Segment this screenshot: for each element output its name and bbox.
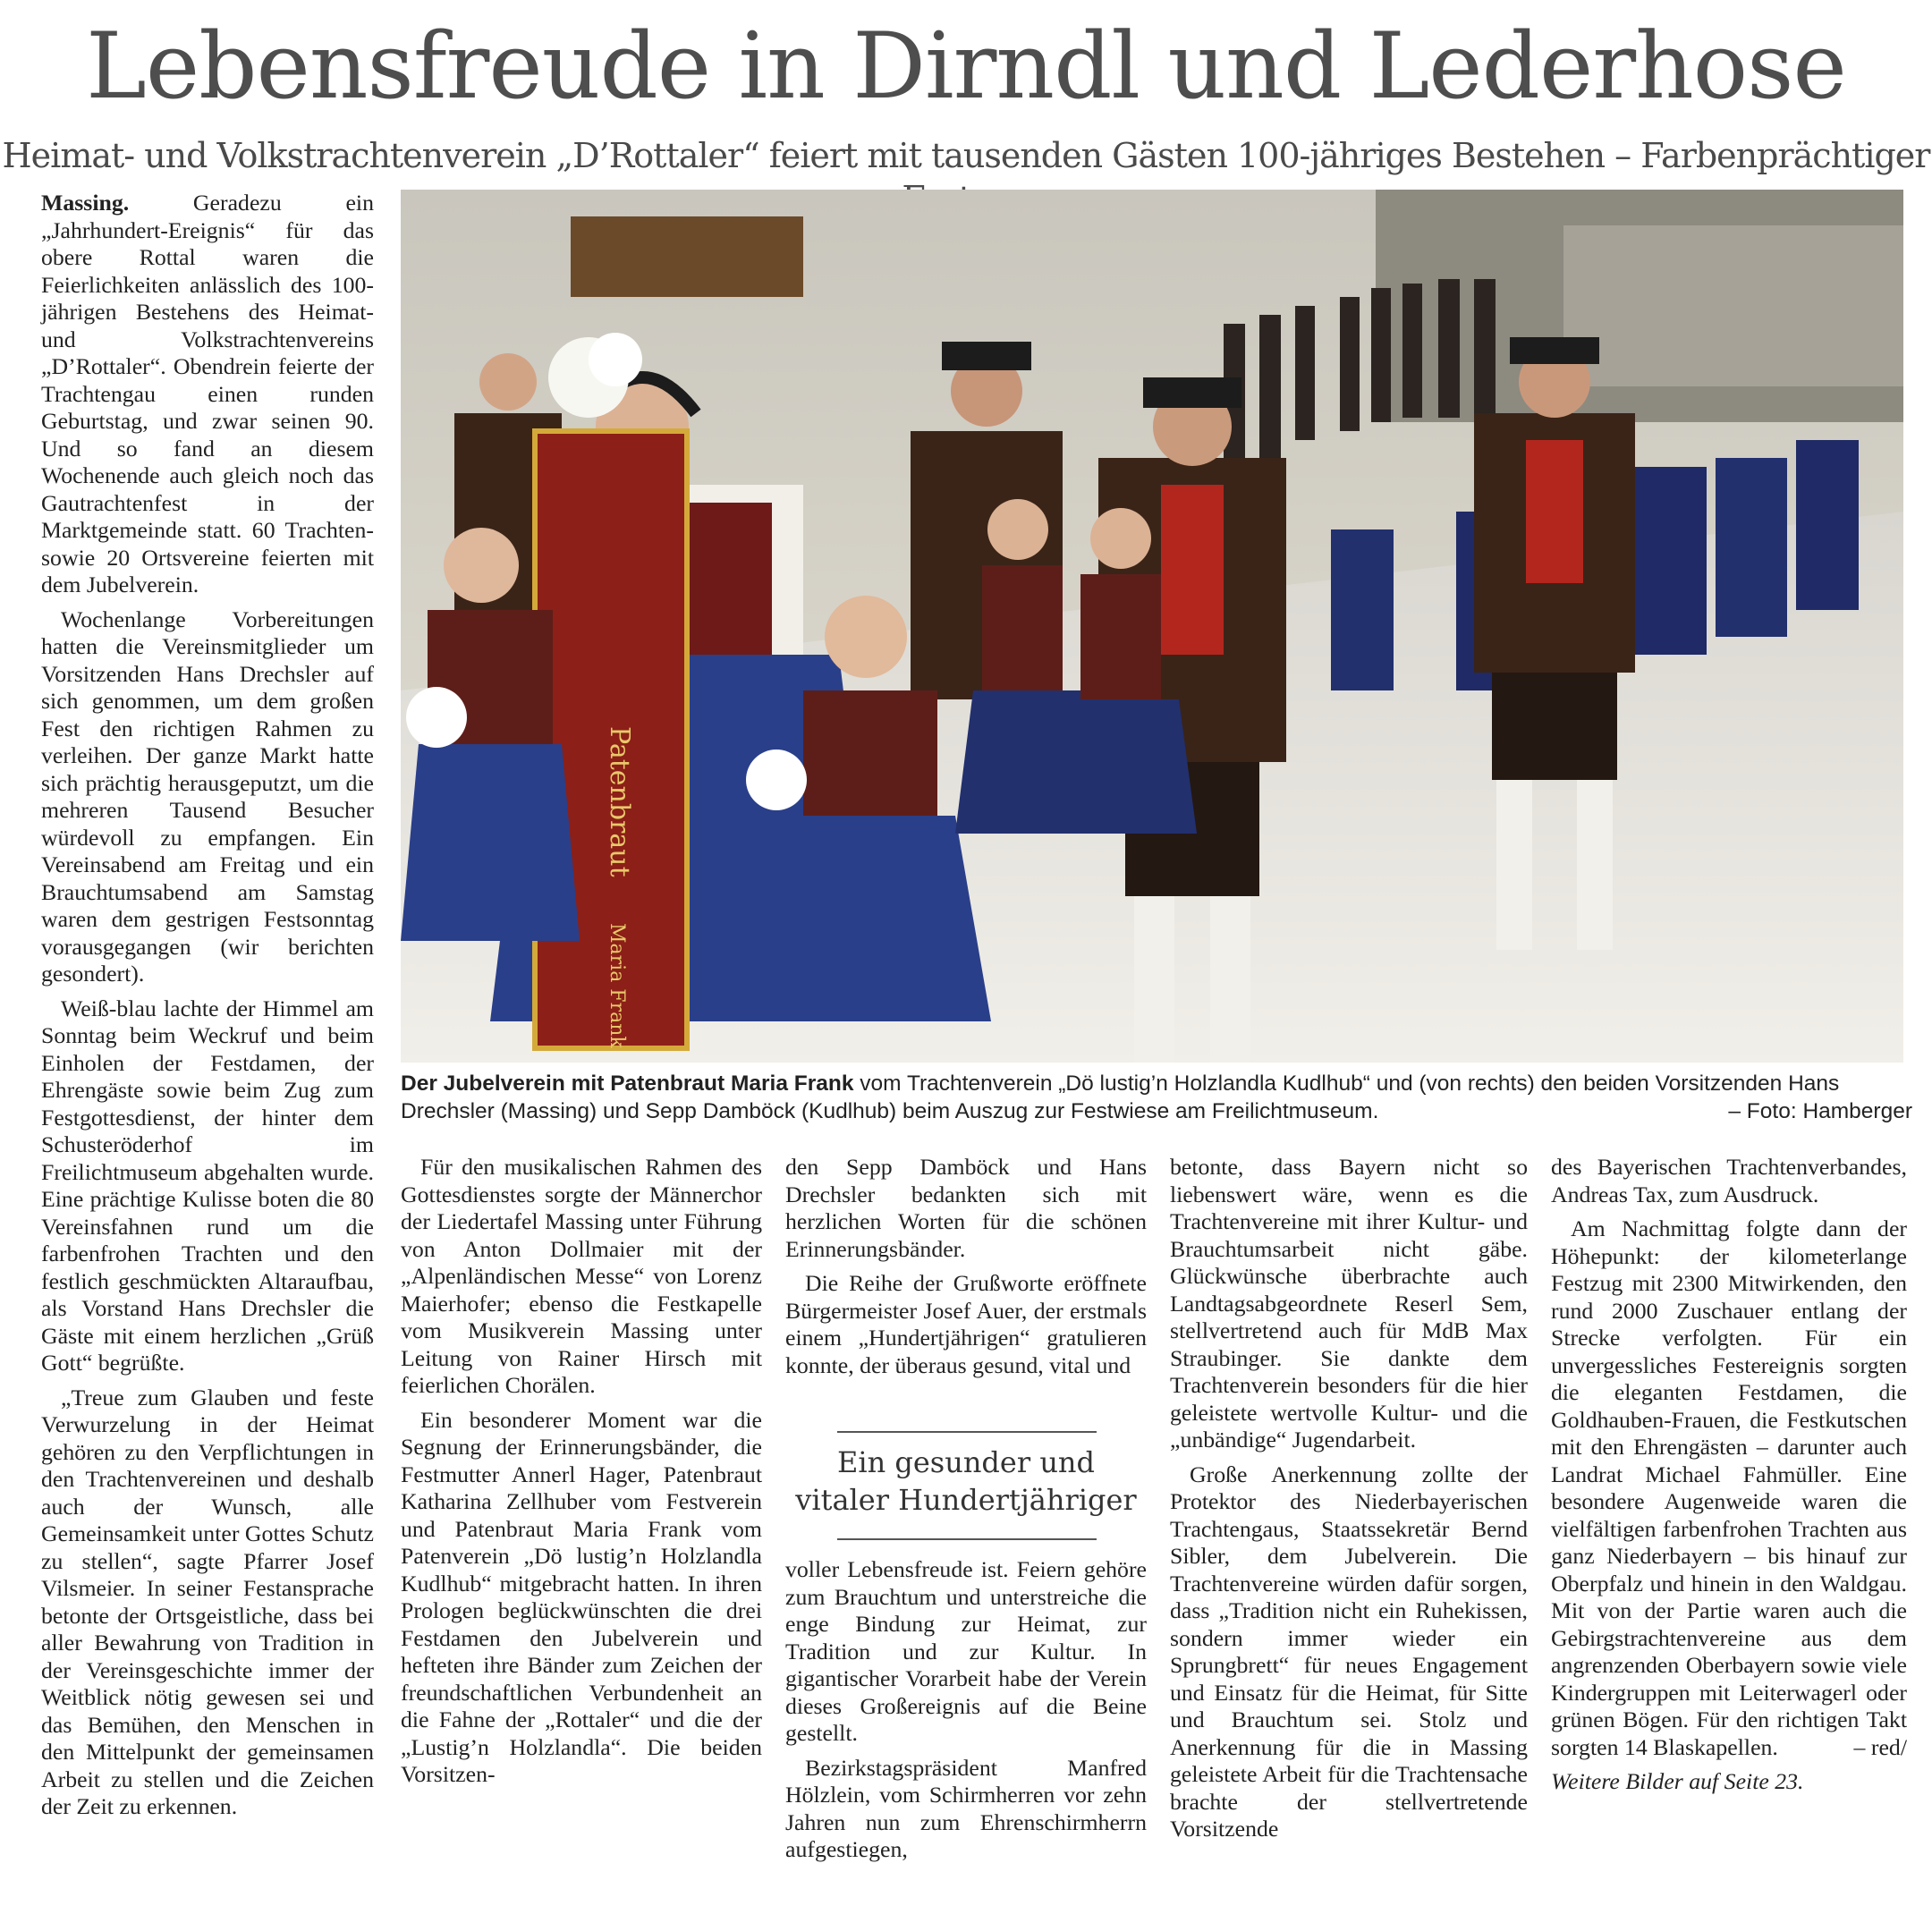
more-pictures-note: Weitere Bilder auf Seite 23.	[1551, 1768, 1804, 1794]
paragraph: Weiß-blau lachte der Himmel am Sonntag beim Weckruf und beim Einholen der Festdamen, der Ehrengäste sowie beim Zug zum Festgottesdienst, der hinter dem Schusteröderhof im Freilichtmuseum abgehalten wurde. Eine prächtige Kulisse boten die 80 Vereinsfahnen rund um die farbenfrohen Trachten und den festlich geschmückten Altaraufbau, als Vorstand Hans Drechsler die Gäste mit einem herzlichen „Grüß Gott“ begrüßte.	[41, 995, 374, 1376]
article-column-3-continued	[785, 1556, 1147, 1871]
paragraph	[1551, 1215, 1907, 1761]
photo-credit: – Foto: Hamberger	[1728, 1099, 1912, 1123]
paragraph: Bezirkstagspräsident Manfred Hölzlein, vom Schirmherren vor zehn Jahren nun zum Ehrenschirmherrn aufgestiegen,	[785, 1754, 1147, 1862]
interhead-rule-top	[837, 1431, 1097, 1433]
author-signature: – red/	[1853, 1733, 1907, 1760]
banner-label: Patenbraut	[604, 726, 635, 877]
paragraph: den Sepp Damböck und Hans Drechsler bedankten sich mit herzlichen Worten für die schönen Erinnerungsbänder.	[785, 1154, 1147, 1262]
article-column-4	[1170, 1154, 1528, 1850]
paragraph	[41, 190, 374, 599]
caption-bold: Der Jubelverein mit Patenbraut Maria Frank	[401, 1071, 854, 1096]
subheadline: Heimat- und Volkstrachtenverein „D’Rottaler“ feiert mit tausenden Gästen 100-jähriges Bestehen – Farbenprächtiger	[2, 136, 1930, 175]
paragraph: „Treue zum Glauben und feste Verwurzelung in der Heimat gehören zu den Verpflichtungen in den Trachtenvereinen und deshalb auch der Wunsch, alle Gemeinsamkeit unter Gottes Schutz zu stellen“, sagte Pfarrer Josef Vilsmeier. In seiner Festansprache betonte der Ortsgeistliche, dass bei aller Bewahrung von Tradition in der Vereinsgeschichte immer der Weitblick nötig gewesen sei und das Bemühen, den Menschen in den Mittelpunkt der gemeinsamen Arbeit zu stellen und die Zeichen der Zeit zu erkennen.	[41, 1384, 374, 1819]
paragraph: Für den musikalischen Rahmen des Gottesdienstes sorgte der Männerchor der Liedertafel Massing unter Führung von Anton Dollmaier mit der „Alpenländischen Messe“ von Lorenz Maierhofer; ebenso die Festkapelle vom Musikverein Massing unter Leitung von Rainer Hirsch mit feierlichen Chorälen.	[401, 1154, 762, 1398]
paragraph: Die Reihe der Grußworte eröffnete Bürgermeister Josef Auer, der erstmals einem „Hundertjährigen“ gratulieren konnte, der überaus gesund, vital und	[785, 1270, 1147, 1378]
photo-illustration	[401, 190, 1903, 1063]
paragraph: Große Anerkennung zollte der Protektor des Niederbayerischen Trachtengaus, Staatssekretär Bernd Sibler, dem Jubelverein. Die Trachtenvereine würden dafür sorgen, dass „Tradition nicht ein Ruhekissen, sondern immer wieder ein Sprungbrett“ für neues Engagement und Einsatz für die Heimat, für Sitte und Brauchtum sei. Stolz und Anerkennung für die in Massing geleistete Arbeit für die Trachtensache brachte der stellvertretende Vorsitzende	[1170, 1461, 1528, 1842]
banner-name: Maria Frank	[606, 923, 628, 1048]
interhead-rule-bottom	[837, 1538, 1097, 1540]
paragraph: Wochenlange Vorbereitungen hatten die Vereinsmitglieder um Vorsitzenden Hans Drechsler auf sich genommen, um dem großen Fest den richtigen Rahmen zu verleihen. Der ganze Markt hatte sich prächtig herausgeputzt, um die mehreren Tausend Besucher würdevoll zu empfangen. Ein Vereinsabend am Freitag und ein Brauchtumsabend am Samstag waren dem gestrigen Festsonntag vorausgegangen (wir berichten gesondert).	[41, 606, 374, 987]
article-column-2	[401, 1154, 762, 1796]
paragraph-text: Am Nachmittag folgte dann der Höhepunkt: der kilometerlange Festzug mit 2300 Mitwirkenden, den rund 2000 Zuschauer entlang der Strecke verfolgten. Für ein unvergessliches Festereignis sorgten die eleganten Festdamen, die Goldhauben-Frauen, die Festkutschen mit den Ehrengästen – darunter auch Landrat Michael Fahmüller. Eine besondere Augenweide waren die vielfältigen farbenfrohen Trachten aus ganz Niederbayern – bis hinauf zur Oberpfalz und hinein in den Waldgau. Mit von der Partie waren auch die Gebirgstrachtenvereine aus dem angrenzenden Oberbayern sowie viele Kindergruppen mit Leiterwagerl oder grünen Bögen. Für den richtigen Takt sorgten 14 Blaskapellen.	[1551, 1215, 1907, 1760]
headline: Lebensfreude in Dirndl und Lederhose	[86, 13, 1846, 120]
parade-photo	[401, 190, 1903, 1063]
paragraph: betonte, dass Bayern nicht so liebenswert wäre, wenn es die Trachtenvereine mit ihrer Kultur- und Brauchtumsarbeit nicht gäbe. Glückwünsche überbrachte auch Landtagsabgeordnete Reserl Sem, stellvertretend auch für MdB Max Straubinger. Sie dankte dem Trachtenverein besonders für die hier geleistete wertvolle Kultur- und die „unbändige“ Jugendarbeit.	[1170, 1154, 1528, 1452]
article-column-5	[1551, 1154, 1907, 1803]
paragraph: voller Lebensfreude ist. Feiern gehöre zum Brauchtum und unterstreiche die enge Bindung zur Heimat, zur Tradition und zur Kultur. In gigantischer Vorarbeit habe der Verein dieses Großereignis auf die Beine gestellt.	[785, 1556, 1147, 1746]
paragraph: Ein besonderer Moment war die Segnung der Erinnerungsbänder, die Festmutter Annerl Hager, Patenbraut Katharina Zellhuber vom Festverein und Patenbraut Maria Frank vom Patenverein „Dö lustig’n Holzlandla Kudlhub“ mitgebracht hatten. In ihren Prologen beglückwünschten die drei Festdamen den Jubelverein und hefteten ihre Bänder zum Zeichen der freundschaftlichen Verbundenheit an die Fahne der „Rottaler“ und die der „Lustig’n Holzlandla“. Die beiden Vorsitzen-	[401, 1406, 762, 1787]
photo-caption	[401, 1070, 1912, 1125]
intermediate-heading: Ein gesunder und vitaler Hundertjähriger	[795, 1445, 1137, 1517]
article-column-1	[41, 190, 374, 1828]
article-column-3	[785, 1154, 1147, 1386]
paragraph-text: Geradezu ein „Jahrhundert-Ereignis“ für das obere Rottal waren die Feierlichkeiten anlässlich des 100-jährigen Bestehens des Heimat- und Volkstrachtenvereins „D’Rottaler“. Obendrein feierte der Trachtengau einen runden Geburtstag, und zwar seinen 90. Und so fand an diesem Wochenende auch gleich noch das Gautrachtenfest in der Marktgemeinde statt. 60 Trachten- sowie 20 Ortsvereine feierten mit dem Jubelverein.	[41, 190, 374, 597]
paragraph: des Bayerischen Trachtenverbandes, Andreas Tax, zum Ausdruck.	[1551, 1154, 1907, 1207]
caption-text: vom Trachtenverein „Dö lustig’n Holzlandla Kudlhub“ und (von rechts) den beiden Vorsitzenden Hans Drechsler (Massing) und Sepp Damböck (Kudlhub) beim Auszug zur Festwiese am Freilichtmuseum.	[401, 1071, 1840, 1123]
dateline: Massing.	[41, 190, 130, 216]
